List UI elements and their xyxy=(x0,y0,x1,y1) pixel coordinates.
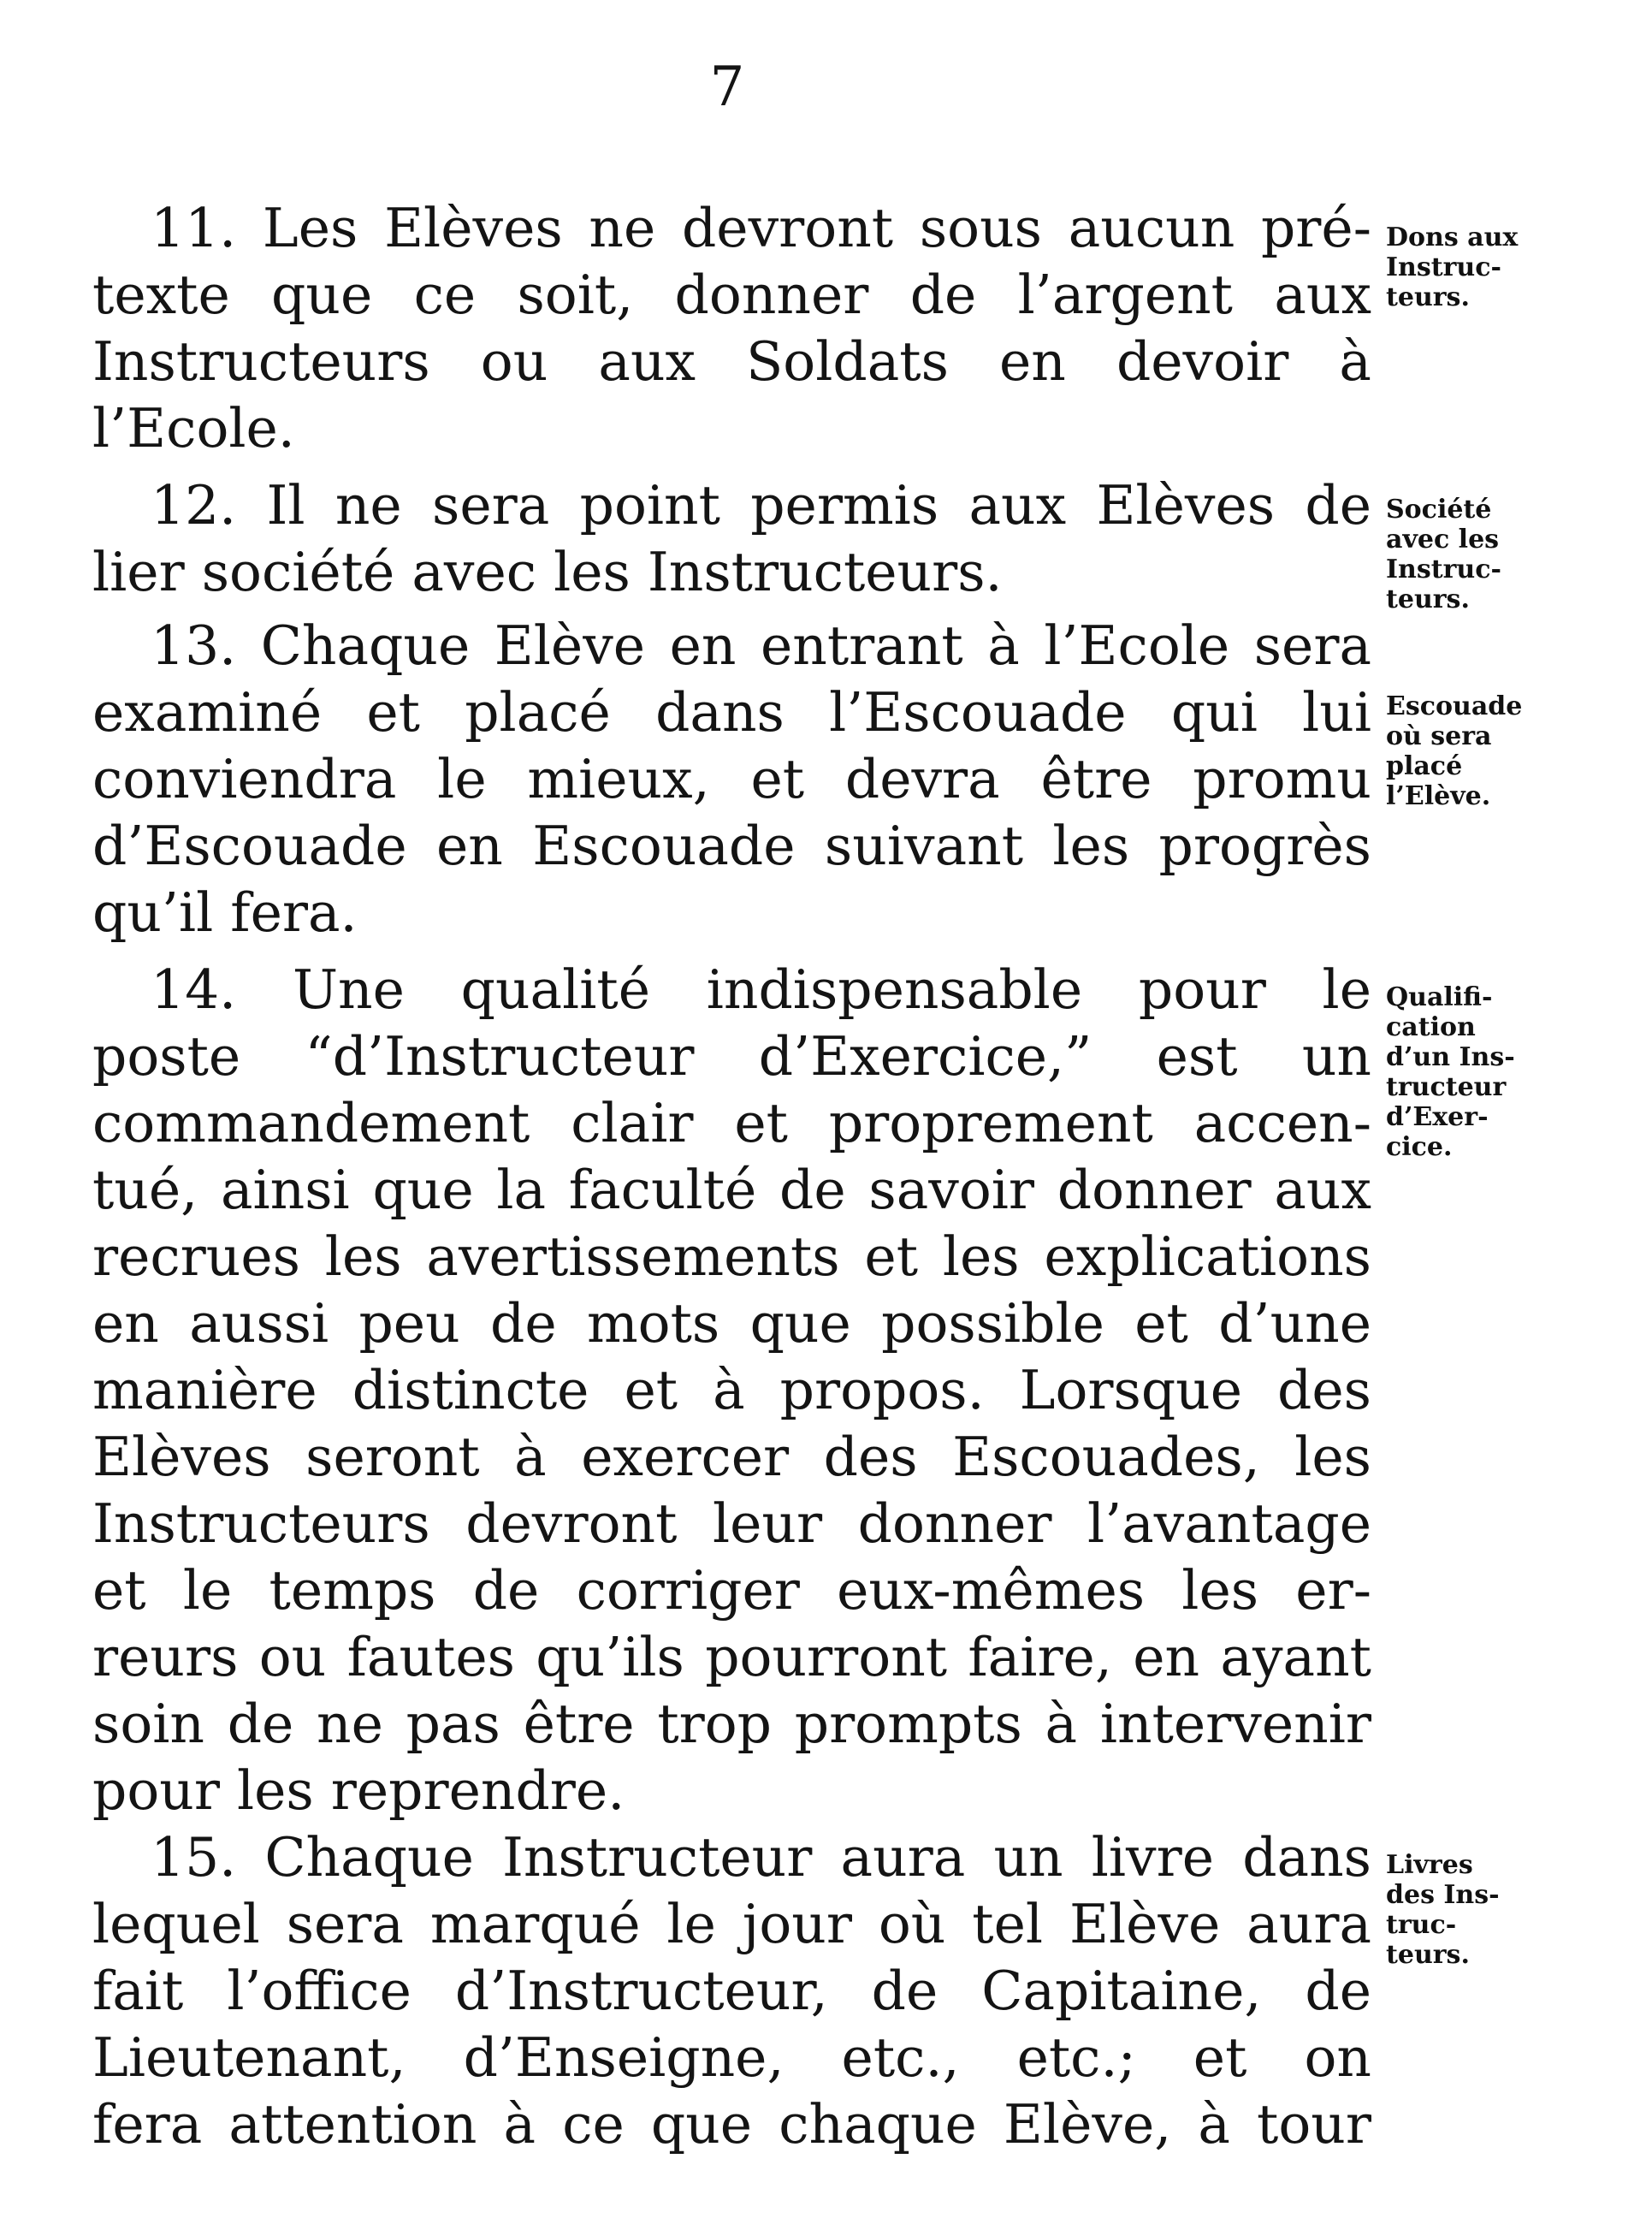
side-note-line: teurs. xyxy=(1386,1940,1470,1970)
text-line: Elèves seront à exercer des Escouades, les xyxy=(92,1426,1371,1488)
side-note-line: Escouade xyxy=(1386,691,1523,721)
side-note-dons xyxy=(1386,222,1587,312)
text-line: 13. Chaque Elève en entrant à l’Ecole sera xyxy=(151,614,1371,677)
side-note-line: Livres xyxy=(1386,1850,1473,1880)
text-line: recrues les avertissements et les explications xyxy=(92,1225,1371,1288)
text-line: Lieutenant, d’Enseigne, etc., etc.; et on xyxy=(92,2026,1371,2089)
side-note-line: des Ins- xyxy=(1386,1880,1500,1910)
text-line: reurs ou fautes qu’ils pourront faire, en ayant xyxy=(92,1626,1371,1688)
side-note-line: Instruc- xyxy=(1386,555,1501,584)
paragraph-14 xyxy=(92,957,1371,1824)
text-line: d’Escouade en Escouade suivant les progrès xyxy=(92,815,1371,877)
side-note-line: tructeur xyxy=(1386,1072,1507,1102)
side-note-line: teurs. xyxy=(1386,584,1470,614)
paragraph-15 xyxy=(92,1824,1371,2158)
text-line: soin de ne pas être trop prompts à intervenir xyxy=(92,1693,1371,1755)
side-note-line: cation xyxy=(1386,1012,1476,1042)
side-note-line: cice. xyxy=(1386,1132,1453,1162)
side-note-livres xyxy=(1386,1850,1587,1970)
side-note-line: Société xyxy=(1386,495,1492,525)
text-line: qu’il fera. xyxy=(92,881,358,944)
text-line: tué, ainsi que la faculté de savoir donner aux xyxy=(92,1159,1371,1221)
side-note-line: d’Exer- xyxy=(1386,1102,1489,1132)
text-line: 11. Les Elèves ne devront sous aucun pré- xyxy=(151,197,1371,259)
text-line: pour les reprendre. xyxy=(92,1759,625,1822)
text-line: commandement clair et proprement accen- xyxy=(92,1092,1371,1154)
text-line: poste “d’Instructeur d’Exercice,” est un xyxy=(92,1025,1371,1088)
text-line: lequel sera marqué le jour où tel Elève aura xyxy=(92,1893,1371,1955)
side-note-line: placé xyxy=(1386,751,1463,781)
text-line: Instructeurs devront leur donner l’avantage xyxy=(92,1492,1371,1555)
text-line: en aussi peu de mots que possible et d’une xyxy=(92,1292,1371,1355)
text-line: examiné et placé dans l’Escouade qui lui xyxy=(92,681,1371,744)
side-note-societe xyxy=(1386,495,1587,614)
text-line: Instructeurs ou aux Soldats en devoir à xyxy=(92,330,1371,393)
text-line: et le temps de corriger eux-mêmes les er- xyxy=(92,1559,1371,1622)
text-line: l’Ecole. xyxy=(92,397,295,460)
paragraph-11 xyxy=(92,195,1371,462)
side-note-line: truc- xyxy=(1386,1910,1457,1940)
side-note-line: teurs. xyxy=(1386,282,1470,312)
text-line: 14. Une qualité indispensable pour le xyxy=(151,958,1371,1021)
text-line: 15. Chaque Instructeur aura un livre dans xyxy=(151,1826,1371,1889)
side-note-line: Qualifi- xyxy=(1386,982,1493,1012)
paragraph-12 xyxy=(92,472,1371,606)
text-line: fera attention à ce que chaque Elève, à tour xyxy=(92,2093,1371,2156)
side-note-line: l’Elève. xyxy=(1386,781,1491,811)
text-line: 12. Il ne sera point permis aux Elèves de xyxy=(151,474,1371,537)
paragraph-13 xyxy=(92,613,1371,946)
side-note-qualification xyxy=(1386,982,1587,1162)
side-note-line: avec les xyxy=(1386,525,1500,555)
text-line: fait l’office d’Instructeur, de Capitaine, de xyxy=(92,1960,1371,2022)
side-note-line: d’un Ins- xyxy=(1386,1042,1515,1072)
side-note-line: Dons aux xyxy=(1386,222,1519,252)
side-note-line: où sera xyxy=(1386,721,1492,751)
side-note-line: Instruc- xyxy=(1386,252,1501,282)
text-line: lier société avec les Instructeurs. xyxy=(92,541,1003,603)
text-line: manière distincte et à propos. Lorsque des xyxy=(92,1359,1371,1421)
text-line: texte que ce soit, donner de l’argent aux xyxy=(92,264,1371,326)
text-line: conviendra le mieux, et devra être promu xyxy=(92,748,1371,810)
page-number: 7 xyxy=(709,56,745,119)
side-note-escouade xyxy=(1386,691,1587,811)
